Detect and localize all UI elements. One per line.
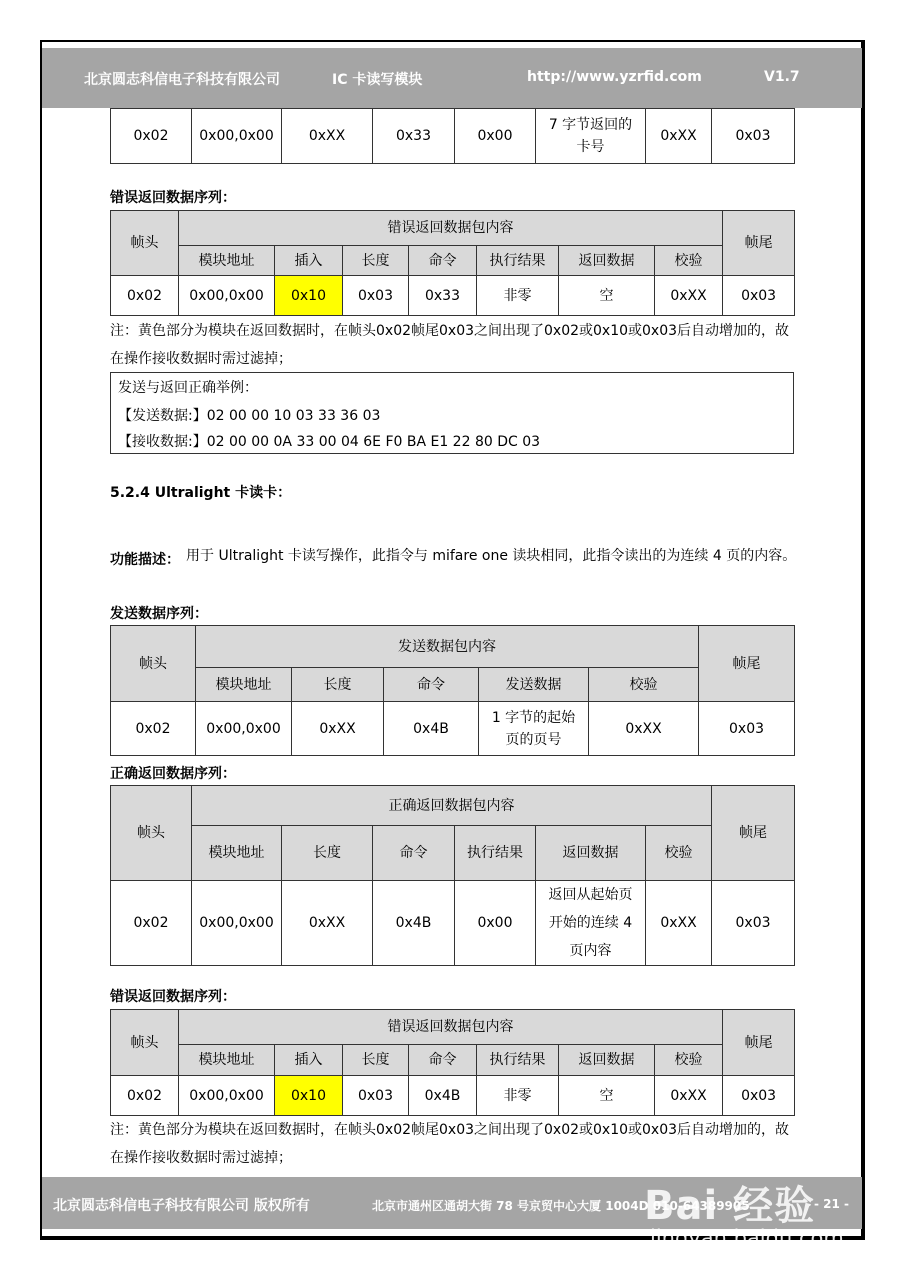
cell: 0x02 xyxy=(111,702,196,756)
group-header: 正确返回数据包内容 xyxy=(192,786,712,826)
col-header: 命令 xyxy=(409,1045,477,1076)
section-heading: 5.2.4 Ultralight 卡读卡： xyxy=(110,485,292,501)
col-header: 模块地址 xyxy=(179,1045,275,1076)
col-header: 模块地址 xyxy=(179,246,275,276)
watermark xyxy=(640,1140,860,1270)
cell: 7 字节返回的卡号 xyxy=(536,109,646,164)
cell: 0x4B xyxy=(384,702,479,756)
send-label: 发送数据序列： xyxy=(110,606,208,622)
send-table xyxy=(110,625,795,756)
col-header: 帧尾 xyxy=(699,626,795,702)
col-header: 长度 xyxy=(343,1045,409,1076)
watermark-url: jingyan.baidu.com xyxy=(650,1226,844,1250)
col-header: 校验 xyxy=(655,246,723,276)
cell: 0x03 xyxy=(343,276,409,316)
cell: 0xXX xyxy=(646,109,712,164)
cell: 0x03 xyxy=(712,109,795,164)
col-header: 模块地址 xyxy=(192,826,282,881)
col-header: 返回数据 xyxy=(559,246,655,276)
error-return-label: 错误返回数据序列： xyxy=(110,989,236,1005)
error-return-label: 错误返回数据序列： xyxy=(110,190,236,206)
col-header: 帧头 xyxy=(111,211,179,276)
col-header: 插入 xyxy=(275,246,343,276)
cell: 0x33 xyxy=(409,276,477,316)
header-module: IC 卡读写模块 xyxy=(332,72,423,88)
error-return-table xyxy=(110,1009,795,1116)
cell: 0x00 xyxy=(455,109,536,164)
cell: 0x00,0x00 xyxy=(196,702,292,756)
col-header: 帧头 xyxy=(111,1010,179,1076)
highlight-cell: 0x10 xyxy=(275,1076,343,1116)
cell: 0x4B xyxy=(373,881,455,966)
cell: 0x00,0x00 xyxy=(179,276,275,316)
col-header: 执行结果 xyxy=(477,1045,559,1076)
cell: 1 字节的起始页的页号 xyxy=(479,702,589,756)
cell: 0x03 xyxy=(699,702,795,756)
cell: 0xXX xyxy=(655,276,723,316)
cell: 0xXX xyxy=(589,702,699,756)
col-header: 执行结果 xyxy=(455,826,536,881)
col-header: 帧头 xyxy=(111,626,196,702)
col-header: 帧尾 xyxy=(723,211,795,276)
col-header: 模块地址 xyxy=(196,668,292,702)
cell: 0xXX xyxy=(292,702,384,756)
col-header: 长度 xyxy=(292,668,384,702)
col-header: 帧尾 xyxy=(712,786,795,881)
cell: 0x03 xyxy=(712,881,795,966)
example-title: 发送与返回正确举例： xyxy=(118,380,258,396)
group-header: 错误返回数据包内容 xyxy=(179,1010,723,1045)
cell: 0x4B xyxy=(409,1076,477,1116)
cell: 空 xyxy=(559,276,655,316)
group-header: 发送数据包内容 xyxy=(196,626,699,668)
cell: 0xXX xyxy=(282,881,373,966)
col-header: 返回数据 xyxy=(559,1045,655,1076)
footer-company: 北京圆志科信电子科技有限公司 版权所有 xyxy=(53,1198,310,1214)
col-header: 校验 xyxy=(646,826,712,881)
col-header: 命令 xyxy=(373,826,455,881)
col-header: 校验 xyxy=(655,1045,723,1076)
footer-address: 北京市通州区通胡大街 78 号京贸中心大厦 1004D 010-64389905 xyxy=(372,1199,750,1213)
col-header: 长度 xyxy=(282,826,373,881)
example-box xyxy=(110,372,794,454)
cell: 0x00,0x00 xyxy=(179,1076,275,1116)
col-header: 长度 xyxy=(343,246,409,276)
header-version: V1.7 xyxy=(764,69,800,85)
col-header: 返回数据 xyxy=(536,826,646,881)
col-header: 插入 xyxy=(275,1045,343,1076)
footer-page-number: - 21 - xyxy=(814,1197,850,1211)
ok-return-label: 正确返回数据序列： xyxy=(110,766,236,782)
example-send: 【发送数据:】02 00 00 10 03 33 36 03 xyxy=(118,408,381,424)
previous-table-tail xyxy=(110,108,795,164)
error-return-table xyxy=(110,210,795,316)
cell: 0xXX xyxy=(282,109,373,164)
cell: 0x02 xyxy=(111,881,192,966)
cell: 0x00,0x00 xyxy=(192,109,282,164)
highlight-cell: 0x10 xyxy=(275,276,343,316)
cell: 0x02 xyxy=(111,1076,179,1116)
col-header: 帧头 xyxy=(111,786,192,881)
cell: 0x03 xyxy=(723,1076,795,1116)
example-recv: 【接收数据:】02 00 00 0A 33 00 04 6E F0 BA E1 22 80 DC 03 xyxy=(118,434,541,450)
cell: 0x03 xyxy=(343,1076,409,1116)
note-paragraph: 注：黄色部分为模块在返回数据时，在帧头0x02帧尾0x03之间出现了0x02或0x10或0x03后自动增加的，故在操作接收数据时需过滤掉； xyxy=(110,1122,790,1166)
cell: 0x02 xyxy=(111,276,179,316)
col-header: 命令 xyxy=(384,668,479,702)
ok-return-table xyxy=(110,785,795,966)
cell: 返回从起始页开始的连续 4 页内容 xyxy=(536,881,646,966)
cell: 0x00,0x00 xyxy=(192,881,282,966)
page-header xyxy=(42,48,862,108)
cell: 0x33 xyxy=(373,109,455,164)
col-header: 帧尾 xyxy=(723,1010,795,1076)
col-header: 发送数据 xyxy=(479,668,589,702)
watermark-logo: Bai 经验 xyxy=(644,1183,816,1229)
col-header: 执行结果 xyxy=(477,246,559,276)
cell: 0x00 xyxy=(455,881,536,966)
cell: 0xXX xyxy=(655,1076,723,1116)
cell: 非零 xyxy=(477,276,559,316)
header-company: 北京圆志科信电子科技有限公司 xyxy=(84,72,280,88)
func-label: 功能描述： xyxy=(110,552,180,568)
cell: 0x03 xyxy=(723,276,795,316)
col-header: 命令 xyxy=(409,246,477,276)
note-paragraph: 注：黄色部分为模块在返回数据时，在帧头0x02帧尾0x03之间出现了0x02或0x10或0x03后自动增加的，故在操作接收数据时需过滤掉； xyxy=(110,323,790,367)
cell: 0x02 xyxy=(111,109,192,164)
group-header: 错误返回数据包内容 xyxy=(179,211,723,246)
cell: 0xXX xyxy=(646,881,712,966)
col-header: 校验 xyxy=(589,668,699,702)
cell: 空 xyxy=(559,1076,655,1116)
header-url[interactable]: http://www.yzrfid.com xyxy=(527,69,702,85)
func-description: 用于 Ultralight 卡读写操作，此指令与 mifare one 读块相同，此指令读出的为连续 4 页的内容。 xyxy=(186,548,797,564)
cell: 非零 xyxy=(477,1076,559,1116)
